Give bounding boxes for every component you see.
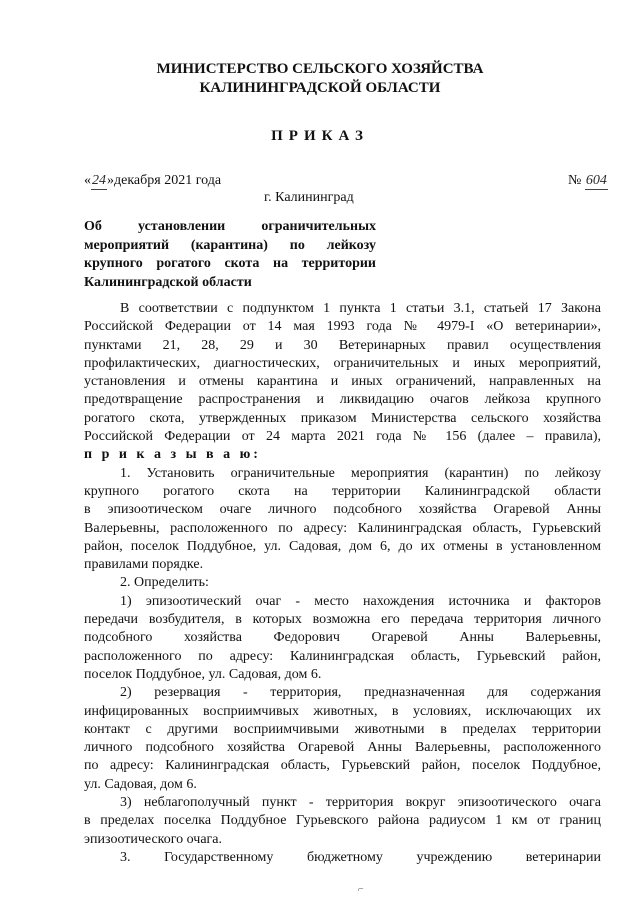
body-line: район, поселок Поддубное, ул. Садовая, дом 6, до их отмены в установленном	[84, 538, 601, 554]
body-line: установления и отмены карантина и иных ограничений, направленных на	[84, 374, 601, 390]
body-line: 3) неблагополучный пункт - территория вокруг эпизоотического очага	[120, 795, 601, 811]
body-line: контакт с другими восприимчивыми животными в пределах территории	[84, 721, 601, 737]
subject-line: Калининградской области	[84, 274, 252, 290]
order-number	[568, 173, 608, 190]
body-line: правилами порядке.	[84, 557, 204, 573]
city-line: г. Калининград	[264, 190, 354, 205]
subject-line: мероприятий (карантина) по лейкозу	[84, 237, 376, 253]
body-line: подсобного хозяйства Федорович Огаревой Анны Валерьевны,	[84, 630, 601, 646]
number-value-handwritten: 604	[585, 173, 607, 188]
body-line: профилактических, диагностических, ограничительных и иных мероприятий,	[84, 355, 601, 371]
body-line: 1. Установить ограничительные мероприятия (карантин) по лейкозу	[120, 465, 601, 481]
body-line: расположенного по адресу: Калининградская область, Гурьевский район,	[84, 648, 601, 664]
body-line: в эпизоотическом очаге личного подсобного хозяйства Огаревой Анны	[84, 502, 601, 518]
body-line: предотвращение распространения и ликвидацию очагов лейкоза крупного	[84, 392, 601, 408]
body-line: инфицированных восприимчивых животных, в условиях, исключающих их	[84, 703, 601, 719]
order-subject	[84, 218, 376, 292]
body-line: ул. Садовая, дом 6.	[84, 776, 197, 792]
subject-line: крупного рогатого скота на территории	[84, 256, 376, 271]
body-line: Валерьевны, расположенного по адресу: Калининградская область, Гурьевский	[84, 520, 601, 536]
body-line: 1) эпизоотический очаг - место нахождения источника и факторов	[120, 593, 601, 609]
subject-line: Об установлении ограничительных	[84, 219, 376, 234]
order-body	[84, 300, 601, 867]
date-day-handwritten: 24	[92, 173, 106, 188]
page-mark: ⌐	[358, 884, 364, 895]
ministry-name-line1: МИНИСТЕРСТВО СЕЛЬСКОГО ХОЗЯЙСТВА	[156, 61, 484, 77]
body-line: личного подсобного хозяйства Огаревой Анны Валерьевны, расположенного	[84, 740, 601, 756]
body-line: в пределах поселка Поддубное Гурьевского района радиусом 1 км от границ	[84, 813, 601, 829]
number-prefix: №	[568, 173, 582, 188]
body-line: крупного рогатого скота на территории Калининградской области	[84, 483, 601, 499]
body-line: 3. Государственному бюджетному учреждению ветеринарии	[120, 849, 601, 865]
body-line: рогатого скота, утвержденных приказом Министерства сельского хозяйства	[84, 410, 601, 426]
date-month-year: »декабря 2021 года	[107, 173, 222, 188]
body-line: 2) резервация - территория, предназначенная для содержания	[120, 685, 601, 701]
body-line: пунктами 21, 28, 29 и 30 Ветеринарных правил осуществления	[84, 337, 601, 353]
order-date	[84, 173, 221, 190]
ministry-header	[0, 60, 640, 98]
body-line: передачи возбудителя, в которых возможна его передача территория личного	[84, 612, 601, 628]
body-line: поселок Поддубное, ул. Садовая, дом 6.	[84, 666, 322, 682]
body-line: по адресу: Калининградская область, Гурьевский район, поселок Поддубное,	[84, 758, 601, 774]
ministry-name-line2: КАЛИНИНГРАДСКОЙ ОБЛАСТИ	[199, 80, 441, 96]
body-line: эпизоотического очага.	[84, 831, 223, 847]
body-line-decree: п р и к а з ы в а ю:	[84, 447, 261, 463]
body-line: Российской Федерации от 24 марта 2021 года № 156 (далее – правила),	[84, 429, 601, 445]
body-line: Российской Федерации от 14 мая 1993 года № 4979-I «О ветеринарии»,	[84, 319, 601, 335]
date-quote-open: «	[84, 173, 91, 188]
order-title: ПРИКАЗ	[271, 128, 369, 144]
body-line: В соответствии с подпунктом 1 пункта 1 статьи 3.1, статьей 17 Закона	[120, 301, 601, 316]
body-line: 2. Определить:	[120, 575, 209, 591]
